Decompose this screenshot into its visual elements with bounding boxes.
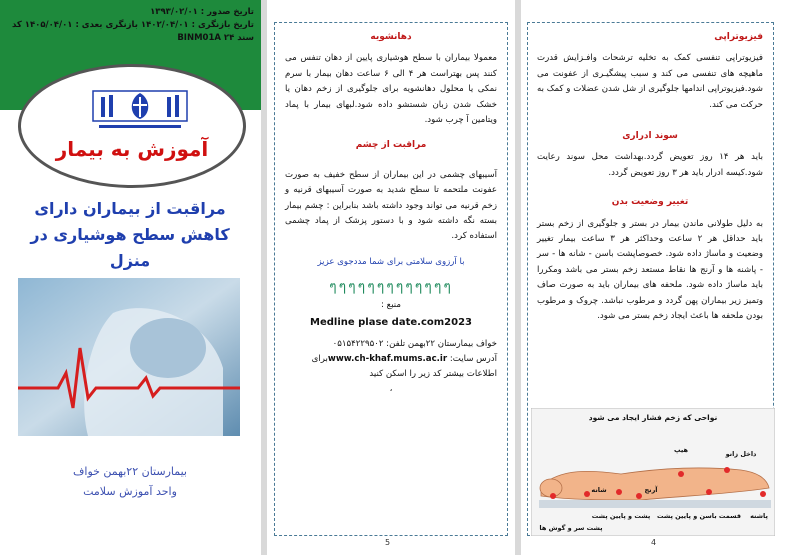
figure-title: نواحی که زخم فشار ایجاد می شود bbox=[588, 413, 718, 422]
hospital-info bbox=[10, 462, 250, 502]
contact-info bbox=[285, 337, 497, 397]
label-head-ears: پشت سر و گوش ها bbox=[539, 524, 603, 532]
page-number: 5 bbox=[385, 538, 391, 547]
catheter-heading: سوند ادراری bbox=[622, 131, 678, 142]
physiotherapy-text: فیزیوتراپی تنفسی کمک به تخلیه ترشحات وافـزایش قدرت ماهیچه های تنفسی می کند و سبب پیشگیـری از عفونت می شود.فیزیوتراپی اندامها جلوگیری از شل شدن عضلات و کمک به حرکت می کند. bbox=[537, 53, 763, 110]
patient-education-title: آموزش به بیمار bbox=[55, 137, 209, 161]
more-info-text: اطلاعات بیشتر کد زیر را اسکن کنید bbox=[369, 368, 497, 379]
decorative-dots: ๆๆๆๆๆๆๆๆๆๆๆๆๆ bbox=[329, 279, 453, 296]
label-shoulder: شانه bbox=[591, 486, 607, 494]
university-emblem-icon bbox=[91, 85, 189, 133]
label-inner-knee: داخل زانو bbox=[725, 450, 757, 458]
catheter-text: باید هر ۱۴ روز تعویض گردد.بهداشت محل سوند رعایت شود.کیسه ادرار باید هر ۳ روز تعویض گردد. bbox=[537, 152, 763, 178]
hospital-address: خواف بیمارستان ۲۲بهمن تلفن: ۰۵۱۵۴۲۲۹۵۰۲ bbox=[332, 338, 497, 349]
label-buttocks: قسمت باسن و پایین پشت bbox=[656, 512, 742, 520]
brochure-title: مراقبت از بیماران دارای کاهش سطح هوشیاری در منزل bbox=[30, 199, 230, 270]
page-number: 4 bbox=[651, 538, 657, 547]
hospital-name: بیمارستان ۲۲بهمن خواف bbox=[72, 465, 187, 478]
pressure-ulcer-figure bbox=[531, 408, 775, 536]
patient-with-ecg-photo bbox=[18, 278, 240, 436]
middle-panel bbox=[267, 0, 515, 555]
physiotherapy-heading: فیزیوتراپی bbox=[714, 32, 763, 42]
middle-content bbox=[285, 26, 497, 397]
title-badge bbox=[18, 64, 246, 188]
revision-date: تاریخ بازنگری : ۱۴۰۲/۰۴/۰۱ بازنگری بعدی : ۱۴۰۵/۰۴/۰۱ کد bbox=[11, 20, 254, 30]
cover-panel bbox=[0, 0, 261, 555]
wish-message: با آرزوی سلامتی برای شما مددجوی عزیز bbox=[317, 256, 465, 267]
label-elbow: آرنج bbox=[644, 486, 658, 494]
eye-care-text: آسیبهای چشمی در این بیماران از سطح خفیف به صورت عفونت ملتحمه تا سطح شدید به صورت آسیبهای قرنیه و زخم قرنیه می تواند وجود داشته باشد بنابراین : چشم بیمار بسته نگه داشته شود و با دستور پزشک از پماد چشمی استفاده کرد. bbox=[285, 169, 497, 242]
website-suffix: برای bbox=[311, 353, 328, 364]
source-label: منبع : bbox=[381, 299, 401, 310]
mouthwash-text: معمولا بیماران با سطح هوشیاری پایین از دهان تنفس می کنند پس بهتراست هر ۴ الی ۶ ساعت دهان بیمار با سرم نمکی یا محلول دهانشویه برای جلوگیری از زخم دهان یا خشک شدن زبان شستشو داده شود.لبهای بیمار با پماد ویتامین آ چرب شود. bbox=[285, 53, 497, 126]
trailing-mark: ، bbox=[389, 383, 393, 394]
document-meta bbox=[8, 6, 254, 45]
website-link[interactable]: www.ch-khaf.mums.ac.ir bbox=[327, 353, 448, 364]
eye-care-heading: مراقبت از چشم bbox=[355, 140, 427, 151]
position-change-text: به دلیل طولانی ماندن بیمار در بستر و جلوگیری از زخم بستر باید حداقل هر ۲ ساعت وحداکثر هر ۳ ساعت بیمار تغییر وضعیت و ماساژ داده شود. خصوصاپشت باسن - شانه ها - سر - پاشنه ها و آرنج ها نقاط مستعد زخم بستر می باشد ومکررا باید ماساژ داده شود. ملحفه های بیماران باید به صورت صاف وتمیز زیر بیماران پهن گردد و مرطوب نباشد. چروک و مرطوب بودن ملحفه ها باعث ایجاد زخم بستر می شود. bbox=[537, 218, 763, 322]
issue-date: تاریخ صدور : ۱۳۹۳/۰۲/۰۱ bbox=[150, 7, 254, 17]
health-education-unit: واحد آموزش سلامت bbox=[83, 485, 177, 498]
position-change-heading: تغییر وضعیت بدن bbox=[611, 197, 689, 208]
mouthwash-heading: دهانشویه bbox=[370, 32, 412, 42]
website-line bbox=[285, 352, 497, 367]
label-back: پشت و پایین پشت bbox=[591, 512, 651, 520]
document-code: سند ۲۴ BINM01A bbox=[177, 33, 254, 43]
source-value: Medline plase date.com2023 bbox=[310, 317, 472, 329]
right-content bbox=[537, 26, 763, 327]
website-prefix: آدرس سایت: bbox=[449, 353, 497, 364]
label-hip: هیپ bbox=[673, 446, 689, 454]
label-heel: پاشنه bbox=[750, 512, 768, 520]
